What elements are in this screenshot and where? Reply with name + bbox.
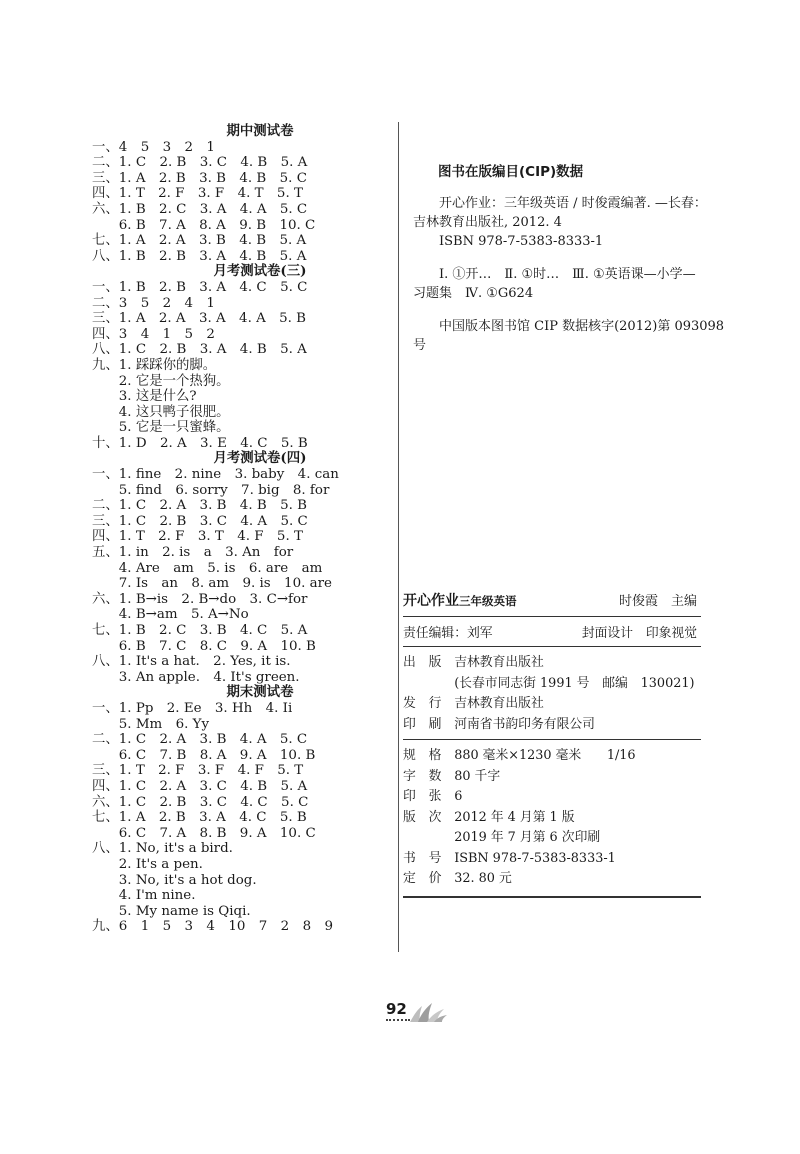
publishing-info (403, 647, 701, 740)
answer-line: 6. B 7. C 8. C 9. A 10. B (92, 638, 316, 654)
answer-line: 八、1. No, it's a bird. (92, 841, 233, 857)
book-subtitle: 三年级英语 (459, 594, 517, 608)
cip-line: 中国版本图书馆 CIP 数据核字(2012)第 093098 (413, 319, 725, 334)
cip-line: 吉林教育出版社, 2012. 4 (413, 215, 562, 230)
book-specs (403, 740, 701, 898)
section-title: 期末测试卷 (226, 684, 294, 701)
colophon-line: 印 张 6 (403, 789, 463, 804)
cip-lines (413, 194, 725, 355)
answer-line: 一、1. Pp 2. Ee 3. Hh 4. Ii (92, 700, 293, 716)
answer-line: 5. 它是一只蜜蜂。 (92, 420, 230, 436)
answer-line: 6. C 7. A 8. B 9. A 10. C (92, 825, 316, 841)
answer-line: 十、1. D 2. A 3. E 4. C 5. B (92, 435, 308, 451)
editor-row (403, 617, 701, 647)
answer-line: 4. I'm nine. (92, 888, 196, 904)
answer-line: 一、1. B 2. B 3. A 4. C 5. C (92, 279, 308, 295)
answer-line: 一、4 5 3 2 1 (92, 139, 215, 155)
answer-line: 6. B 7. A 8. A 9. B 10. C (92, 217, 316, 233)
colophon-block (403, 590, 701, 898)
answer-key-column (92, 124, 392, 935)
answer-line: 三、1. A 2. A 3. A 4. A 5. B (92, 311, 307, 327)
answer-line: 四、3 4 1 5 2 (92, 326, 215, 342)
answer-line: 三、1. C 2. B 3. C 4. A 5. C (92, 513, 308, 529)
cip-line: ISBN 978-7-5383-8333-1 (413, 234, 604, 249)
cip-line: Ⅰ. ①开… Ⅱ. ①时… Ⅲ. ①英语课—小学— (413, 267, 696, 282)
chief-editor: 时俊霞 主编 (618, 594, 697, 609)
answer-line: 5. Mm 6. Yy (92, 716, 210, 732)
answer-line: 3. An apple. 4. It's green. (92, 669, 300, 685)
answer-line: 2. It's a pen. (92, 856, 203, 872)
answer-line: 八、1. It's a hat. 2. Yes, it is. (92, 654, 291, 670)
cover-design: 封面设计 印象视觉 (581, 626, 697, 641)
answer-line: 九、1. 踩踩你的脚。 (92, 357, 217, 373)
answer-line: 七、1. B 2. C 3. B 4. C 5. A (92, 623, 308, 638)
colophon-line: 发 行 吉林教育出版社 (403, 696, 544, 711)
cip-data-block (413, 160, 725, 355)
answer-line: 二、1. C 2. A 3. B 4. A 5. C (92, 732, 308, 748)
book-title: 开心作业 (403, 593, 459, 609)
answer-line: 6. C 7. B 8. A 9. A 10. B (92, 747, 316, 763)
book-title-group (403, 590, 517, 610)
colophon-line: 规 格 880 毫米×1230 毫米 1/16 (403, 748, 636, 763)
colophon-line: 版 次 2012 年 4 月第 1 版 (403, 809, 575, 825)
answer-line: 七、1. A 2. B 3. A 4. C 5. B (92, 810, 307, 826)
answer-line: 5. My name is Qiqi. (92, 903, 251, 919)
colophon-line: 2019 年 7 月第 6 次印刷 (403, 830, 601, 845)
answer-line: 3. No, it's a hot dog. (92, 872, 257, 888)
answer-line: 六、1. C 2. B 3. C 4. C 5. C (92, 794, 309, 810)
column-divider (398, 122, 399, 952)
colophon-line: 书 号 ISBN 978-7-5383-8333-1 (403, 850, 616, 866)
answer-line: 7. Is an 8. am 9. is 10. are (92, 576, 332, 592)
answer-line: 八、1. C 2. B 3. A 4. B 5. A (92, 342, 307, 358)
answer-line: 3. 这是什么? (92, 389, 197, 405)
answer-line: 四、1. T 2. F 3. F 4. T 5. T (92, 186, 303, 202)
answer-line: 二、1. C 2. B 3. C 4. B 5. A (92, 155, 308, 171)
grass-leaf-ornament-icon (408, 1001, 448, 1023)
responsible-editor: 责任编辑：刘军 (403, 626, 493, 641)
cip-title: 图书在版编目(CIP)数据 (438, 164, 584, 180)
answer-line: 七、1. A 2. A 3. B 4. B 5. A (92, 233, 307, 249)
answer-line: 三、1. T 2. F 3. F 4. F 5. T (92, 763, 304, 779)
answer-line: 九、6 1 5 3 4 10 7 2 8 9 (92, 919, 334, 935)
footer-dotted-rule (386, 1019, 410, 1021)
answer-line: 二、1. C 2. A 3. B 4. B 5. B (92, 498, 307, 514)
answer-line: 4. 这只鸭子很肥。 (92, 404, 230, 420)
cip-line: 号 (413, 338, 427, 353)
answer-line: 5. find 6. sorry 7. big 8. for (92, 482, 330, 498)
answer-line: 四、1. T 2. F 3. T 4. F 5. T (92, 529, 303, 545)
colophon-line: 定 价 32. 80 元 (403, 871, 512, 886)
section-title: 月考测试卷(三) (213, 263, 307, 280)
cip-line (413, 251, 713, 265)
colophon-line: 字 数 80 千字 (403, 768, 501, 784)
answer-line: 4. Are am 5. is 6. are am (92, 560, 323, 576)
colophon-line: (长春市同志街 1991 号 邮编 130021) (403, 675, 695, 691)
page-number: 92 (386, 1000, 407, 1018)
cip-line (413, 303, 713, 317)
answer-line: 八、1. B 2. B 3. A 4. B 5. A (92, 248, 307, 264)
colophon-line: 出 版 吉林教育出版社 (403, 655, 544, 670)
page-footer (384, 1000, 464, 1030)
cip-line: 开心作业：三年级英语 / 时俊霞编著. —长春： (413, 196, 707, 211)
answer-line: 六、1. B→is 2. B→do 3. C→for (92, 591, 308, 607)
answer-line: 六、1. B 2. C 3. A 4. A 5. C (92, 201, 308, 217)
answer-line: 二、3 5 2 4 1 (92, 295, 215, 311)
answer-line: 一、1. fine 2. nine 3. baby 4. can (92, 467, 339, 483)
cip-line: 习题集 Ⅳ. ①G624 (413, 286, 534, 301)
answer-line: 三、1. A 2. B 3. B 4. B 5. C (92, 170, 307, 186)
section-title: 月考测试卷(四) (213, 450, 307, 467)
answer-line: 四、1. C 2. A 3. C 4. B 5. A (92, 778, 308, 794)
answer-line: 2. 它是一个热狗。 (92, 373, 230, 389)
section-title: 期中测试卷 (226, 123, 294, 139)
answer-line: 4. B→am 5. A→No (92, 607, 249, 623)
colophon-header (403, 590, 701, 617)
answer-line: 五、1. in 2. is a 3. An for (92, 545, 294, 561)
colophon-line: 印 刷 河南省书韵印务有限公司 (403, 716, 595, 732)
